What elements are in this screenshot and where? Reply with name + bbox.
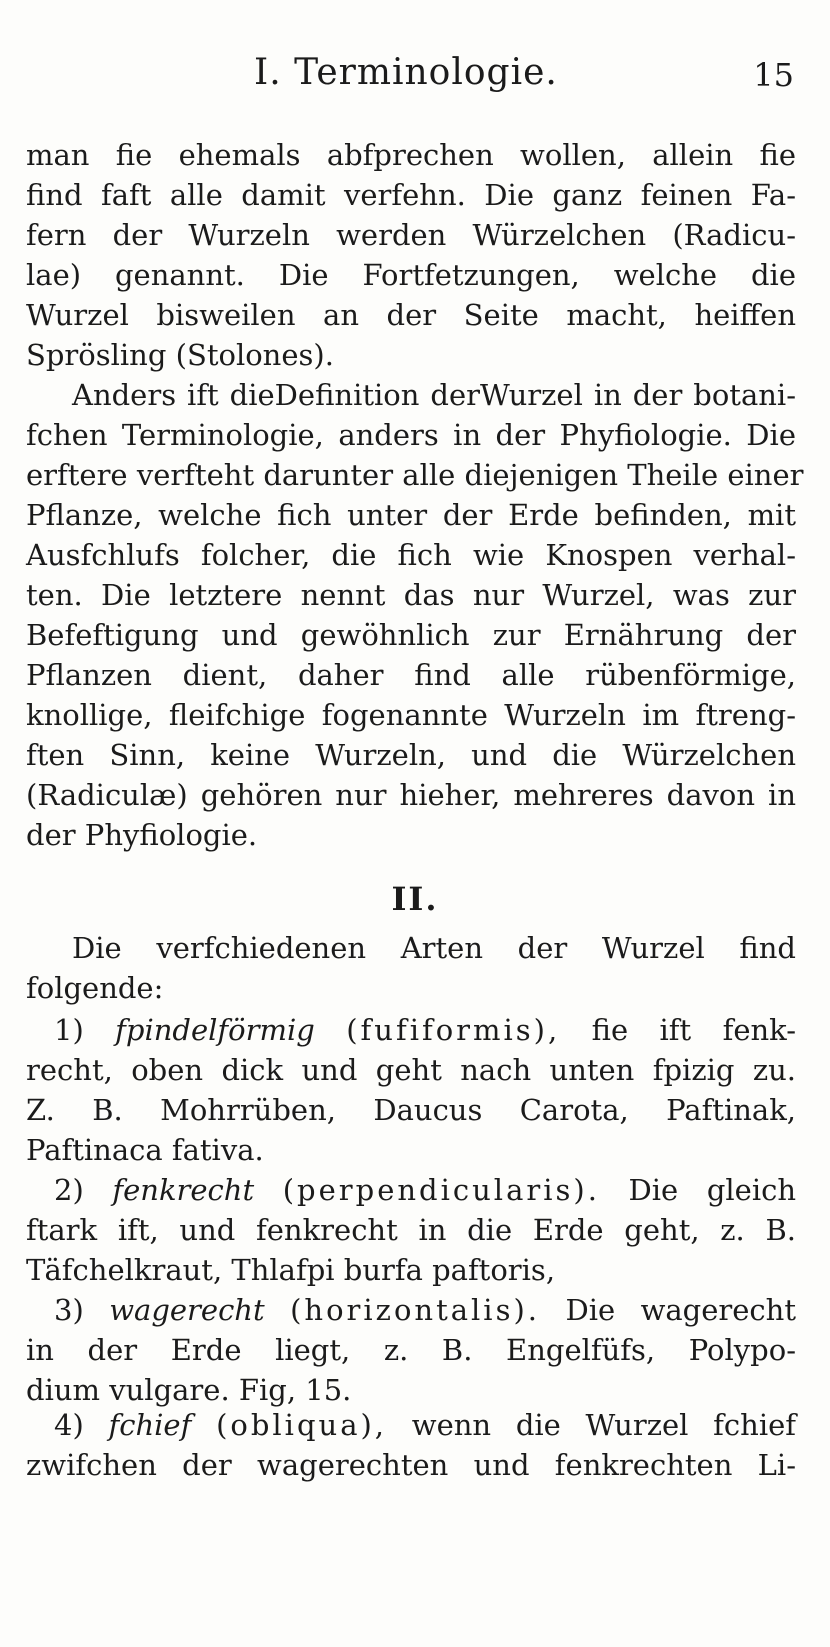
- item-text: Die gleich: [628, 1173, 797, 1207]
- text-line: find faft alle damit verfehn. Die ganz feinen Fa-: [26, 178, 796, 212]
- item-text: Die wagerecht: [565, 1293, 796, 1327]
- chapter-title: I. Terminologie.: [254, 52, 558, 93]
- text-line: Z. B. Mohrrüben, Daucus Carota, Paftinak,: [26, 1093, 796, 1127]
- paragraph-2: [26, 375, 804, 855]
- text-line: ftark ift, und fenkrecht in die Erde geht, z. B.: [26, 1213, 796, 1247]
- item-term: fpindelförmig: [115, 1013, 315, 1047]
- item-term: fchief: [108, 1408, 192, 1442]
- text-line: fern der Wurzeln werden Würzelchen (Radicu-: [26, 218, 796, 252]
- text-line: Ausfchlufs folcher, die fich wie Knospen verhal-: [26, 538, 796, 572]
- item-latin: (obliqua),: [216, 1408, 388, 1442]
- text-line: Anders ift dieDefinition derWurzel in der botani-: [72, 378, 796, 412]
- list-item: [26, 1290, 796, 1410]
- text-line: Pflanzen dient, daher find alle rübenförmige,: [26, 658, 796, 692]
- item-number: 1): [54, 1013, 84, 1047]
- section-heading: II.: [391, 880, 439, 918]
- item-text: fie ift fenk-: [591, 1013, 797, 1047]
- text-line: folgende:: [26, 971, 164, 1005]
- text-line: Täfchelkraut, Thlafpi burfa paftoris,: [26, 1253, 556, 1287]
- item-number: 3): [54, 1293, 84, 1327]
- list-item-first-line: [26, 1290, 796, 1330]
- item-latin: (perpendicularis).: [282, 1173, 600, 1207]
- text-line: Sprösling (Stolones).: [26, 338, 334, 372]
- text-line: der Phyfiologie.: [26, 818, 258, 852]
- text-line: erftere verfteht darunter alle diejenigen Theile einer: [26, 458, 804, 492]
- text-line: Pflanze, welche fich unter der Erde befinden, mit: [26, 498, 796, 532]
- paragraph-1: [26, 135, 796, 375]
- text-line: Paftinaca fativa.: [26, 1133, 264, 1167]
- item-latin: (horizontalis).: [290, 1293, 540, 1327]
- item-number: 2): [54, 1173, 84, 1207]
- text-line: ften Sinn, keine Wurzeln, und die Würzelchen: [26, 738, 796, 772]
- list-item: [26, 1405, 796, 1485]
- text-line: lae) genannt. Die Fortfetzungen, welche die: [26, 258, 796, 292]
- list-item-first-line: [26, 1405, 796, 1445]
- text-line: dium vulgare. Fig, 15.: [26, 1373, 352, 1407]
- item-number: 4): [54, 1408, 84, 1442]
- page-number: 15: [753, 56, 794, 94]
- text-line: Die verfchiedenen Arten der Wurzel find: [72, 931, 796, 965]
- text-line: zwifchen der wagerechten und fenkrechten Li-: [26, 1448, 796, 1482]
- text-line: ten. Die letztere nennt das nur Wurzel, was zur: [26, 578, 796, 612]
- item-latin: (fufiformis),: [346, 1013, 561, 1047]
- text-line: (Radiculæ) gehören nur hieher, mehreres davon in: [26, 778, 796, 812]
- item-term: fenkrecht: [112, 1173, 255, 1207]
- item-text: wenn die Wurzel fchief: [411, 1408, 796, 1442]
- list-item-first-line: [26, 1010, 796, 1050]
- list-item: [26, 1010, 796, 1170]
- text-line: in der Erde liegt, z. B. Engelfüfs, Polypo-: [26, 1333, 796, 1367]
- list-item-first-line: [26, 1170, 796, 1210]
- item-term: wagerecht: [109, 1293, 265, 1327]
- text-line: recht, oben dick und geht nach unten fpizig zu.: [26, 1053, 796, 1087]
- list-item: [26, 1170, 796, 1290]
- text-line: Wurzel bisweilen an der Seite macht, heiffen: [26, 298, 796, 332]
- text-line: Befeftigung und gewöhnlich zur Ernährung der: [26, 618, 796, 652]
- text-line: knollige, fleifchige fogenannte Wurzeln im ftreng-: [26, 698, 796, 732]
- running-head: [24, 52, 794, 102]
- intro-paragraph: [26, 928, 796, 1008]
- text-line: fchen Terminologie, anders in der Phyfiologie. Die: [26, 418, 796, 452]
- text-line: man fie ehemals abfprechen wollen, allein fie: [26, 138, 796, 172]
